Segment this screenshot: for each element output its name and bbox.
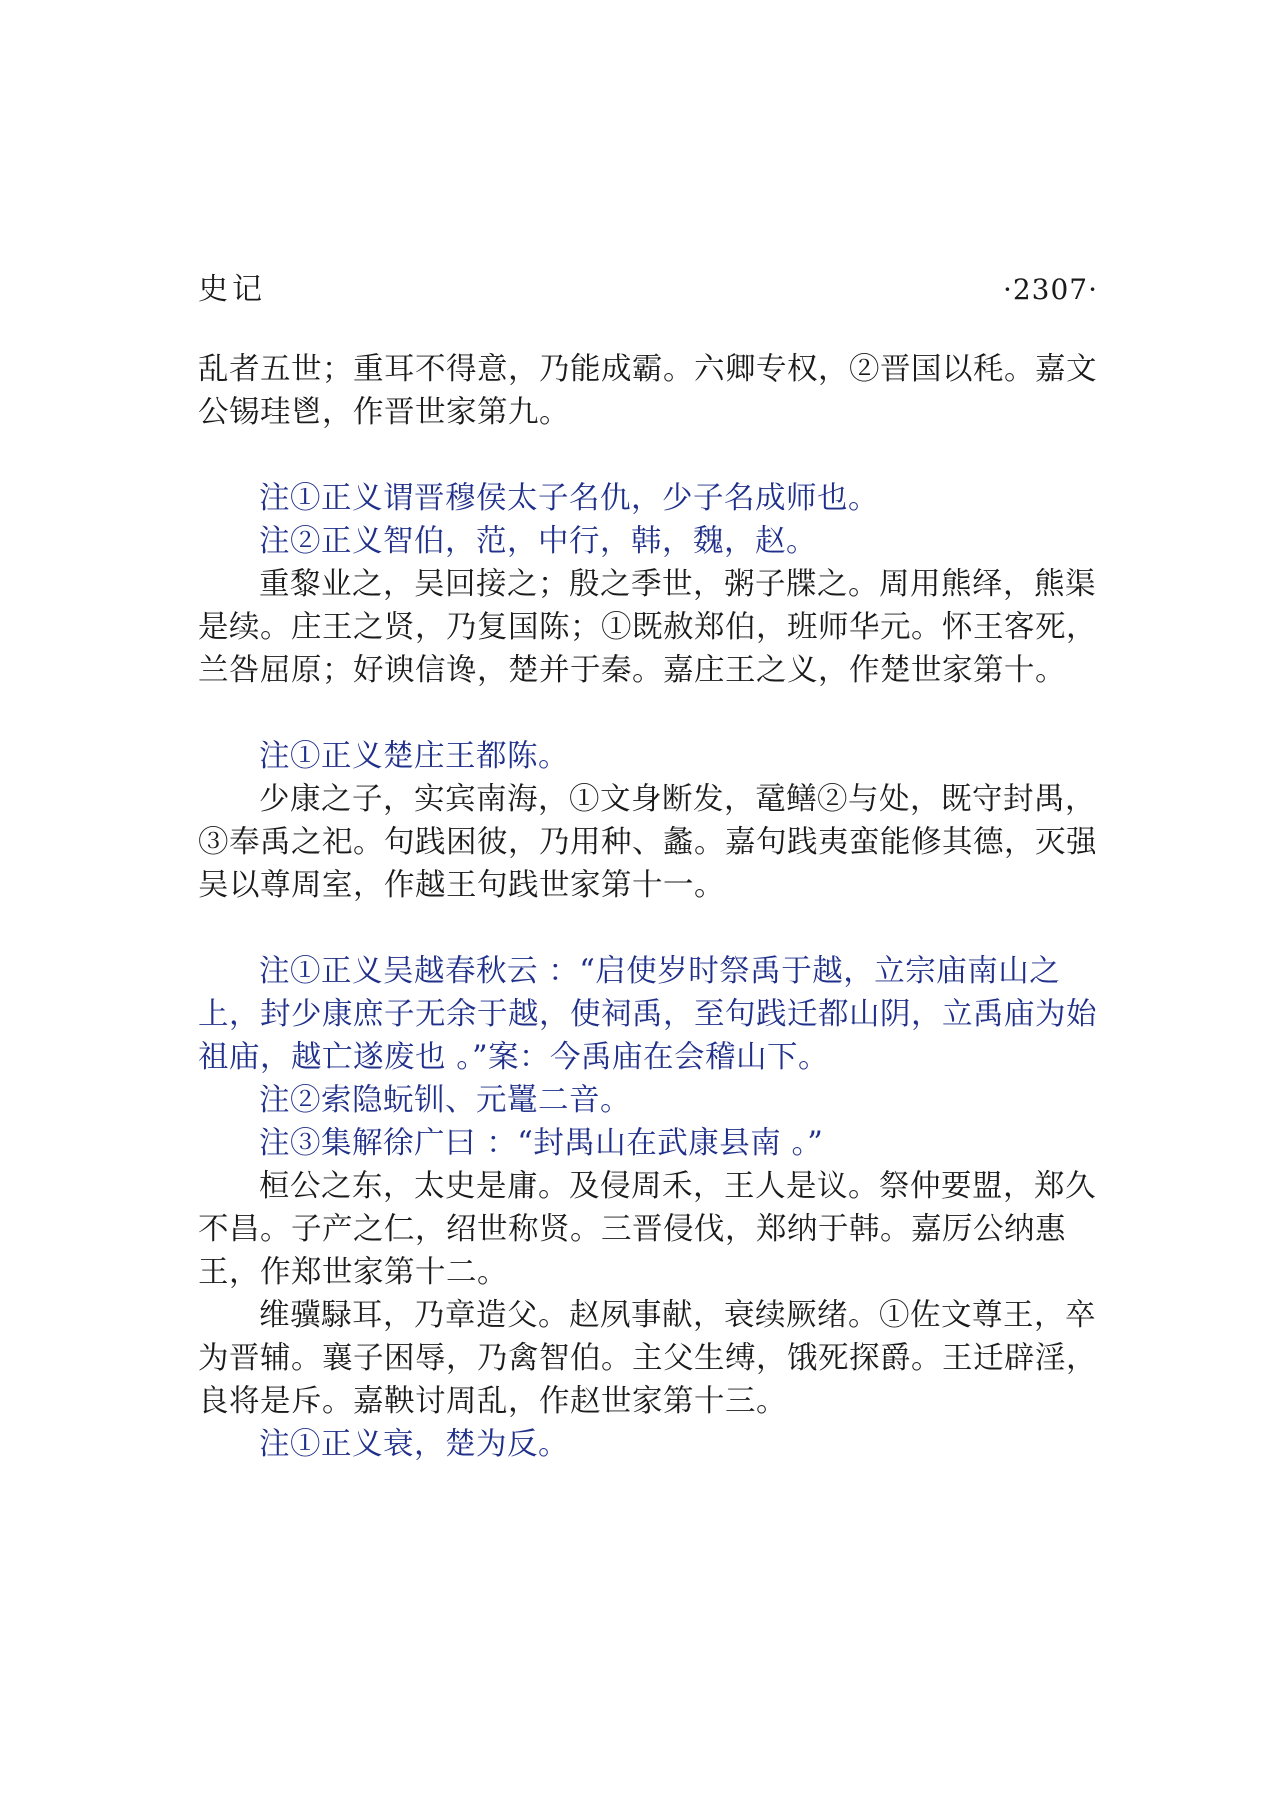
annotation-note: 注①正义谓晋穆侯太子名仇，少子名成师也。 <box>259 481 879 516</box>
body-paragraph: 维骥騄耳，乃章造父。赵夙事献，衰续厥绪。①佐文尊王，卒为晋辅。襄子困辱，乃禽智伯。主父生缚，饿死探爵。王迁辟淫，良将是斥。嘉鞅讨周乱，作赵世家第十三。 <box>198 1298 1097 1419</box>
paragraph-spacer <box>198 907 1098 950</box>
body-paragraph: 乱者五世；重耳不得意，乃能成霸。六卿专权，②晋国以秏。嘉文公锡珪鬯，作晋世家第九。 <box>198 352 1097 430</box>
body-paragraph: 重黎业之，吴回接之；殷之季世，粥子牒之。周用熊绎，熊渠是续。庄王之贤，乃复国陈；①既赦郑伯，班师华元。怀王客死，兰咎屈原；好谀信谗，楚并于秦。嘉庄王之义，作楚世家第十。 <box>198 567 1097 688</box>
page-number: ·2307· <box>1002 273 1098 306</box>
document-body <box>198 348 1098 1466</box>
annotation-note: 注①正义楚庄王都陈。 <box>259 739 569 774</box>
annotation-note: 注①正义吴越春秋云 ：“启使岁时祭禹于越，立宗庙南山之上，封少康庶子无余于越，使祠禹，至句践迁都山阴，立禹庙为始祖庙，越亡遂废也 。”案：今禹庙在会稽山下。 <box>198 954 1097 1075</box>
paragraph-spacer <box>198 692 1098 735</box>
page-header <box>198 268 1098 312</box>
annotation-note: 注②正义智伯，范，中行，韩，魏，赵。 <box>259 524 817 559</box>
body-paragraph: 少康之子，实宾南海，①文身断发，鼋鳝②与处，既守封禺，③奉禹之祀。句践困彼，乃用种、蠡。嘉句践夷蛮能修其德，灭强吴以尊周室，作越王句践世家第十一。 <box>198 782 1097 903</box>
annotation-note: 注③集解徐广曰 ：“封禺山在武康县南 。” <box>259 1126 824 1161</box>
paragraph-spacer <box>198 434 1098 477</box>
book-title: 史记 <box>198 272 266 307</box>
annotation-note: 注②索隐蚖钏、元鼍二音。 <box>259 1083 631 1118</box>
document-page <box>198 268 1098 1466</box>
body-paragraph: 桓公之东，太史是庸。及侵周禾，王人是议。祭仲要盟，郑久不昌。子产之仁，绍世称贤。三晋侵伐，郑纳于韩。嘉厉公纳惠王，作郑世家第十二。 <box>198 1169 1096 1290</box>
annotation-note: 注①正义衰，楚为反。 <box>259 1427 569 1462</box>
